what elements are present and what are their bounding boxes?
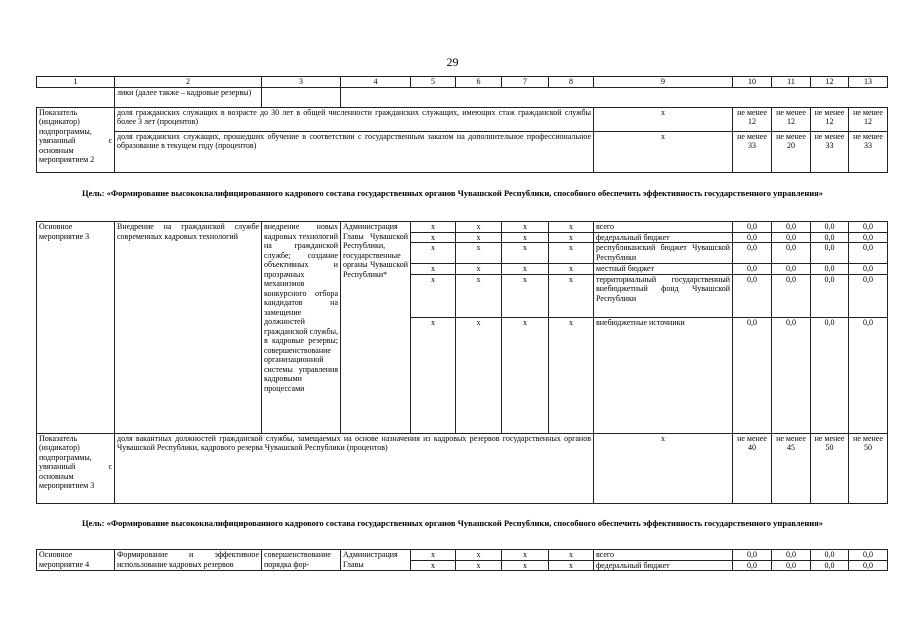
goal-heading: Цель: «Формирование высококвалифицированного кадрового состава государственных органов Чувашской Республики, способного обеспечить эффективность государственного управления» xyxy=(82,518,823,528)
indicator-row: Показатель (индикатор) подпрограммы, увязанный с основным мероприятием 3 доля вакантных должностей гражданской службы, замещаемых на основе назначения из кадровых резервов государственных органов Чувашской Республики, кадрового резерва Чувашской Республики (процентов) x не менее 40 не менее 45 не менее 50 не менее 50 xyxy=(37,433,888,503)
table-activity-3 xyxy=(36,221,888,504)
continuation-text: лики (далее также – кадровые резервы) xyxy=(115,87,262,107)
indicator-label: Показатель (индикатор) подпрограммы, увязанный с основным мероприятием 3 xyxy=(37,433,115,503)
activity-description: Внедрение на гражданской службе современных кадровых технологий xyxy=(115,222,262,434)
page-number: 29 xyxy=(446,55,459,69)
indicator-row: Показатель (индикатор) подпрограммы, увязанный с основным мероприятием 2 доля гражданских служащих в возрасте до 30 лет в общей численности гражданских служащих, имеющих стаж гражданской службы более 3 лет (процентов) x не менее 12 не менее 12 не менее 12 не менее 12 xyxy=(37,107,888,131)
finance-row: x x x x федеральный бюджет 0,0 0,0 0,0 0,0 xyxy=(37,232,888,243)
header-row: 1 2 3 4 5 6 7 8 9 10 11 12 13 xyxy=(37,77,888,88)
continuation-row xyxy=(37,87,888,107)
table-top xyxy=(36,76,888,173)
finance-row: x x x x местный бюджет 0,0 0,0 0,0 0,0 xyxy=(37,264,888,275)
activity-description: Формирование и эффективное использование кадровых резервов xyxy=(115,550,262,571)
activity-executor: Администрация Главы xyxy=(341,550,411,571)
finance-row: Основное мероприятие 3 Внедрение на гражданской службе современных кадровых технологий внедрение новых кадровых технологий на гражданской службе; создание объективных и прозрачных механизмов конкурсного отбора кандидатов на замещение должностей гражданской службы, в кадровые резервы; совершенствование организационной системы управления кадровыми процессами Администрация Главы Чувашской Республики, государственные органы Чувашской Республики* x x x x всего 0,0 0,0 0,0 0,0 xyxy=(37,222,888,233)
activity-name: Основное мероприятие 4 xyxy=(37,550,115,571)
indicator-label: Показатель (индикатор) подпрограммы, увязанный с основным мероприятием 2 xyxy=(37,107,115,172)
table-activity-4 xyxy=(36,549,888,571)
activity-result: внедрение новых кадровых технологий на гражданской службе; создание объективных и прозрачных механизмов конкурсного отбора кандидатов на замещение должностей гражданской службы, в кадровые резервы; совершенствование организационной системы управления кадровыми процессами xyxy=(262,222,341,434)
finance-row: x x x x федеральный бюджет 0,0 0,0 0,0 0,0 xyxy=(37,560,888,571)
finance-row: Основное мероприятие 4 Формирование и эффективное использование кадровых резервов совершенствование порядка фор- Администрация Главы x x x x всего 0,0 0,0 0,0 0,0 xyxy=(37,550,888,561)
activity-result: совершенствование порядка фор- xyxy=(262,550,341,571)
activity-executor: Администрация Главы Чувашской Республики, государственные органы Чувашской Республики* xyxy=(341,222,411,434)
finance-row: x x x x территориальный государственный внебюджетный фонд Чувашской Республики 0,0 0,0 0,0 0,0 xyxy=(37,274,888,317)
finance-row: x x x x внебюджетные источники 0,0 0,0 0,0 0,0 xyxy=(37,317,888,433)
goal-heading: Цель: «Формирование высококвалифицированного кадрового состава государственных органов Чувашской Республики, способного обеспечить эффективность государственного управления» xyxy=(82,188,823,198)
indicator-row: доля гражданских служащих, прошедших обучение в соответствии с государственным заказом на дополнительное профессиональное образование в текущем году (процентов) x не менее 33 не менее 20 не менее 33 не менее 33 xyxy=(37,131,888,172)
finance-row: x x x x республиканский бюджет Чувашской Республики 0,0 0,0 0,0 0,0 xyxy=(37,243,888,264)
activity-name: Основное мероприятие 3 xyxy=(37,222,115,434)
